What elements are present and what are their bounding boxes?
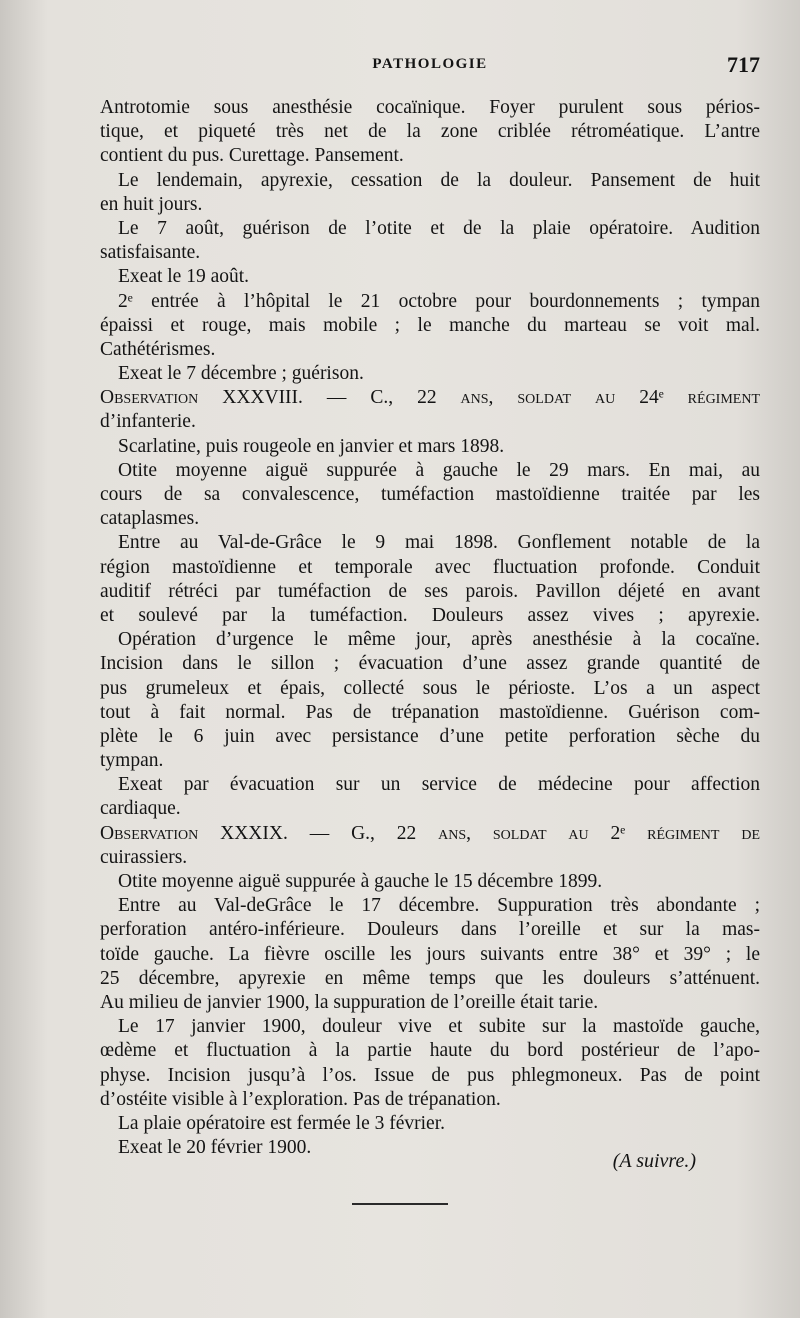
observation-heading: Observation XXXIX. — G., 22 ans, soldat au 2ᵉ régiment de xyxy=(100,822,760,844)
text-line: 25 décembre, apyrexie en même temps que les douleurs s’atténuent. xyxy=(100,967,760,989)
text-line: contient du pus. Curettage. Pansement. xyxy=(100,145,404,167)
text-line: tique, et piqueté très net de la zone criblée rétroméatique. L’antre xyxy=(100,121,760,143)
page-number: 717 xyxy=(727,52,760,77)
text-line: Le 17 janvier 1900, douleur vive et subite sur la mastoïde gauche, xyxy=(118,1016,760,1038)
text-line: pus grumeleux et épais, collecté sous le périoste. L’os a un aspect xyxy=(100,677,760,699)
text-line: tympan. xyxy=(100,750,164,772)
text-line: Exeat par évacuation sur un service de médecine pour affection xyxy=(118,774,760,796)
text-line: tout à fait normal. Pas de trépanation mastoïdienne. Guérison com- xyxy=(100,701,760,723)
text-line: toïde gauche. La fièvre oscille les jours suivants entre 38° et 39° ; le xyxy=(100,943,760,965)
text-line: Entre au Val-deGrâce le 17 décembre. Suppuration très abondante ; xyxy=(118,895,760,917)
text-line: Exeat le 19 août. xyxy=(118,266,250,288)
text-line: région mastoïdienne et temporale avec fluctuation profonde. Conduit xyxy=(100,556,760,578)
text-line: Entre au Val-de-Grâce le 9 mai 1898. Gonflement notable de la xyxy=(118,532,760,554)
text-line: Exeat le 7 décembre ; guérison. xyxy=(118,363,364,385)
text-line: La plaie opératoire est fermée le 3 février. xyxy=(118,1112,445,1134)
text-line: cardiaque. xyxy=(100,798,181,820)
text-line: satisfaisante. xyxy=(100,242,201,264)
text-line: œdème et fluctuation à la partie haute du bord postérieur de l’apo- xyxy=(100,1040,760,1062)
text-line: auditif rétréci par tuméfaction de ses parois. Pavillon déjeté en avant xyxy=(100,580,760,602)
text-line: Scarlatine, puis rougeole en janvier et mars 1898. xyxy=(118,435,505,457)
text-line: Incision dans le sillon ; évacuation d’une assez grande quantité de xyxy=(100,653,760,675)
text-line: Le 7 août, guérison de l’otite et de la plaie opératoire. Audition xyxy=(118,217,760,239)
text-line: épaissi et rouge, mais mobile ; le manche du marteau se voit mal. xyxy=(100,314,760,336)
observation-heading: Observation XXXVIII. — C., 22 ans, soldat au 24ᵉ régiment xyxy=(100,387,760,409)
body-text xyxy=(100,96,760,1160)
text-line: Exeat le 20 février 1900. xyxy=(118,1137,312,1159)
running-head: PATHOLOGIE xyxy=(372,56,488,72)
text-line: d’ostéite visible à l’exploration. Pas de trépanation. xyxy=(100,1088,501,1110)
text-line: physe. Incision jusqu’à l’os. Issue de pus phlegmoneux. Pas de point xyxy=(100,1064,760,1086)
closing-rule xyxy=(352,1203,448,1205)
text-line: Antrotomie sous anesthésie cocaïnique. Foyer purulent sous périos- xyxy=(100,97,760,118)
text-line: cours de sa convalescence, tuméfaction mastoïdienne traitée par les xyxy=(100,484,760,505)
text-line: plète le 6 juin avec persistance d’une petite perforation sèche du xyxy=(100,725,760,747)
continuation-note: (A suivre.) xyxy=(612,1150,696,1172)
text-line: Opération d’urgence le même jour, après anesthésie à la cocaïne. xyxy=(118,629,760,651)
text-line: 2ᵉ entrée à l’hôpital le 21 octobre pour bourdonnements ; tympan xyxy=(118,290,760,312)
text-line: Otite moyenne aiguë suppurée à gauche le 29 mars. En mai, au xyxy=(118,459,760,481)
text-line: d’infanterie. xyxy=(100,411,196,433)
text-line: Au milieu de janvier 1900, la suppuration de l’oreille était tarie. xyxy=(100,991,599,1013)
text-line: Otite moyenne aiguë suppurée à gauche le 15 décembre 1899. xyxy=(118,871,603,892)
text-line: cuirassiers. xyxy=(100,846,188,868)
text-line: et soulevé par la tuméfaction. Douleurs assez vives ; apyrexie. xyxy=(100,604,760,626)
text-line: Cathétérismes. xyxy=(100,338,216,360)
text-line: en huit jours. xyxy=(100,193,203,215)
text-line: Le lendemain, apyrexie, cessation de la douleur. Pansement de huit xyxy=(118,169,760,191)
page-header xyxy=(100,52,760,80)
text-line: perforation antéro-inférieure. Douleurs dans l’oreille et sur la mas- xyxy=(100,919,760,941)
text-line: cataplasmes. xyxy=(100,508,200,530)
